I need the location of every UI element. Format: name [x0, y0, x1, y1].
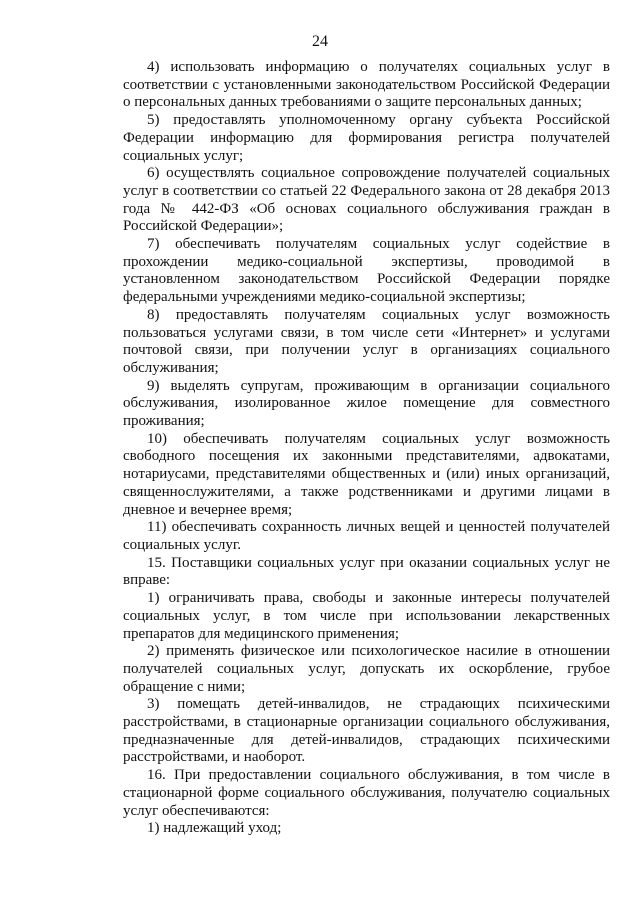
list-item-11-belongings-safety: 11) обеспечивать сохранность личных вещей и ценностей получателей социальных услуг.	[123, 519, 610, 553]
document-body	[123, 59, 610, 838]
section-16-heading: 16. При предоставлении социального обслуживания, в том числе в стационарной форме социального обслуживания, получателю социальных услуг обеспечиваются:	[123, 767, 610, 819]
list-item-7-medical-expertise: 7) обеспечивать получателям социальных услуг содействие в прохождении медико-социальной экспертизы, проводимой в установленном законодательством Российской Федерации порядке федеральными учреждениями медико-социальной экспертизы;	[123, 236, 610, 306]
list-item-9-spouses-housing: 9) выделять супругам, проживающим в организации социального обслуживания, изолированное жилое помещение для совместного проживания;	[123, 377, 610, 430]
list-item-6-social-support: 6) осуществлять социальное сопровождение получателей социальных услуг в соответствии со статьей 22 Федерального закона от 28 декабря 2013 года № 442-ФЗ «Об основах социального обслуживания граждан в Российской Федерации»;	[123, 165, 610, 235]
list-item-8-communication-services: 8) предоставлять получателям социальных услуг возможность пользоваться услугами связи, в том числе сети «Интернет» и услугами почтовой связи, при получении услуг в организациях социального обслуживания;	[123, 306, 610, 376]
list-item-10-visitation: 10) обеспечивать получателям социальных услуг возможность свободного посещения их законными представителями, адвокатами, нотариусами, представителями общественных и (или) иных организаций, священнослужителями, а также родственниками и другими лицами в дневное и вечернее время;	[123, 430, 610, 518]
section-16-item-1: 1) надлежащий уход;	[147, 820, 282, 837]
list-item-5-provide-register-info: 5) предоставлять уполномоченному органу субъекта Российской Федерации информацию для формирования регистра получателей социальных услуг;	[123, 112, 610, 164]
section-15-heading: 15. Поставщики социальных услуг при оказании социальных услуг не вправе:	[123, 554, 610, 589]
section-15-item-2: 2) применять физическое или психологическое насилие в отношении получателей социальных услуг, допускать их оскорбление, грубое обращение с ними;	[123, 643, 610, 695]
section-15-item-1: 1) ограничивать права, свободы и законные интересы получателей социальных услуг, в том числе при использовании лекарственных препаратов для медицинского применения;	[123, 590, 610, 642]
section-15-item-3: 3) помещать детей-инвалидов, не страдающих психическими расстройствами, в стационарные организации социального обслуживания, предназначенные для детей-инвалидов, страдающих психическими расстройствами, и наоборот.	[123, 696, 610, 766]
page-number: 24	[312, 33, 328, 50]
list-item-4-use-information: 4) использовать информацию о получателях социальных услуг в соответствии с установленными законодательством Российской Федерации о персональных данных требованиями о защите персональных данных;	[123, 59, 610, 111]
